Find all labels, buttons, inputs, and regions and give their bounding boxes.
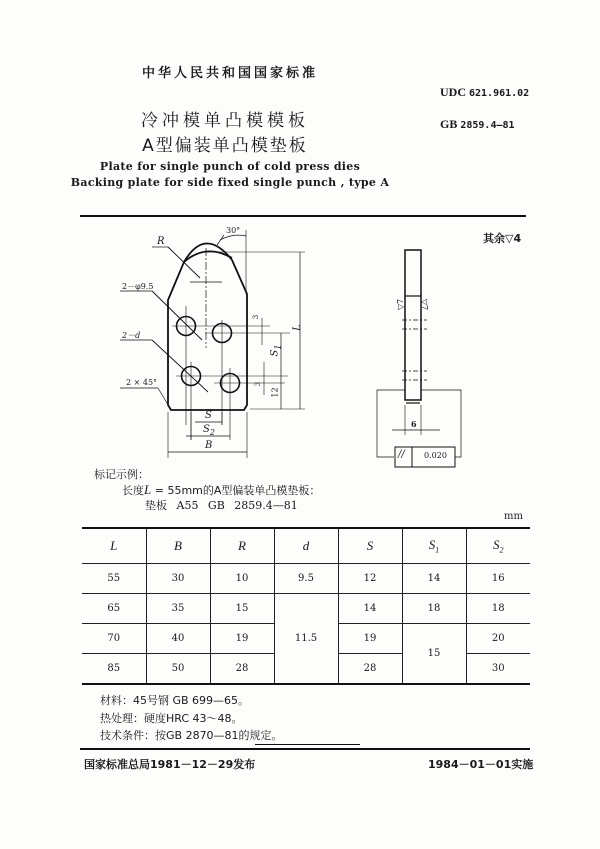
table-row: 70 40 19 19 15 20 xyxy=(82,624,530,654)
gb-label: GB xyxy=(440,117,458,131)
title-cn-line2: A型偏装单凸模垫板 xyxy=(142,136,308,156)
table-row: 55 30 10 9.5 12 14 16 xyxy=(82,564,530,594)
d-holes-label: 2－d xyxy=(122,331,141,340)
plate-outline xyxy=(168,243,247,410)
udc-number: 621.961.02 xyxy=(469,88,530,99)
issuing-authority: 中华人民共和国国家标准 xyxy=(141,66,318,81)
offset-bottom-label: 3 xyxy=(254,381,263,387)
title-en-line1: Plate for single punch of cold press dies xyxy=(99,160,361,173)
note-heat-treatment: 热处理：硬度HRC 43～48。 xyxy=(100,712,243,725)
udc-label: UDC xyxy=(440,85,466,99)
col-L: L xyxy=(82,528,146,564)
surface-finish-note: 其余▽4 xyxy=(483,232,522,245)
parallelism-icon: // xyxy=(398,449,405,460)
marking-example-label: 标记示例： xyxy=(94,468,149,481)
s-label: S xyxy=(205,410,212,421)
side-finish-right: ▽7 xyxy=(420,298,430,311)
thickness-label: 6 xyxy=(411,419,417,429)
side-view-plate xyxy=(405,250,421,400)
note-technical-conditions: 技术条件：按GB 2870—81的规定。 xyxy=(100,729,283,742)
angle-label: 30° xyxy=(226,226,241,235)
length-label: L xyxy=(291,324,303,331)
title-en-line2: Backing plate for side fixed single punch , type A xyxy=(70,176,390,189)
side-finish-left: ▽7 xyxy=(396,298,406,311)
col-S: S xyxy=(338,528,402,564)
dimension-table xyxy=(82,527,530,685)
col-S1: $S_1$ xyxy=(402,528,466,564)
width-label: B xyxy=(205,440,213,451)
col-B: B xyxy=(146,528,210,564)
small-holes-label: 2－φ9.5 xyxy=(122,282,154,291)
title-cn-line1: 冷冲模单凸模模板 xyxy=(141,111,309,131)
gb-number: 2859.4—81 xyxy=(460,120,515,131)
table-header-row xyxy=(82,528,530,564)
offset-top-label: 3 xyxy=(252,314,261,320)
radius-label: R xyxy=(157,236,165,247)
s1-label: $S_1$ xyxy=(269,344,283,357)
parallelism-tolerance: 0.020 xyxy=(424,451,447,460)
chamfer-label: 2 × 45° xyxy=(126,378,158,387)
table-row: 65 35 15 11.5 14 18 18 xyxy=(82,594,530,624)
marking-example-code: 垫板 A55 GB 2859.4—81 xyxy=(145,499,298,512)
issue-date: 国家标准总局1981－12－29发布 xyxy=(84,758,256,771)
col-R: R xyxy=(210,528,274,564)
table-row: 85 50 28 28 30 xyxy=(82,654,530,685)
note-material: 材料：45号钢 GB 699—65。 xyxy=(100,694,250,707)
end-mark-rule xyxy=(255,744,360,745)
effective-date: 1984－01－01实施 xyxy=(428,758,534,771)
col-d: d xyxy=(274,528,338,564)
col-S2: $S_2$ xyxy=(466,528,530,564)
marking-example-desc: 长度L = 55mm的A型偏装单凸模垫板： xyxy=(122,482,321,497)
bottom-divider xyxy=(80,748,530,750)
unit-label: mm xyxy=(504,511,523,522)
bottom-distance-label: 12 xyxy=(270,387,280,398)
s2-label: $S_2$ xyxy=(203,424,215,437)
